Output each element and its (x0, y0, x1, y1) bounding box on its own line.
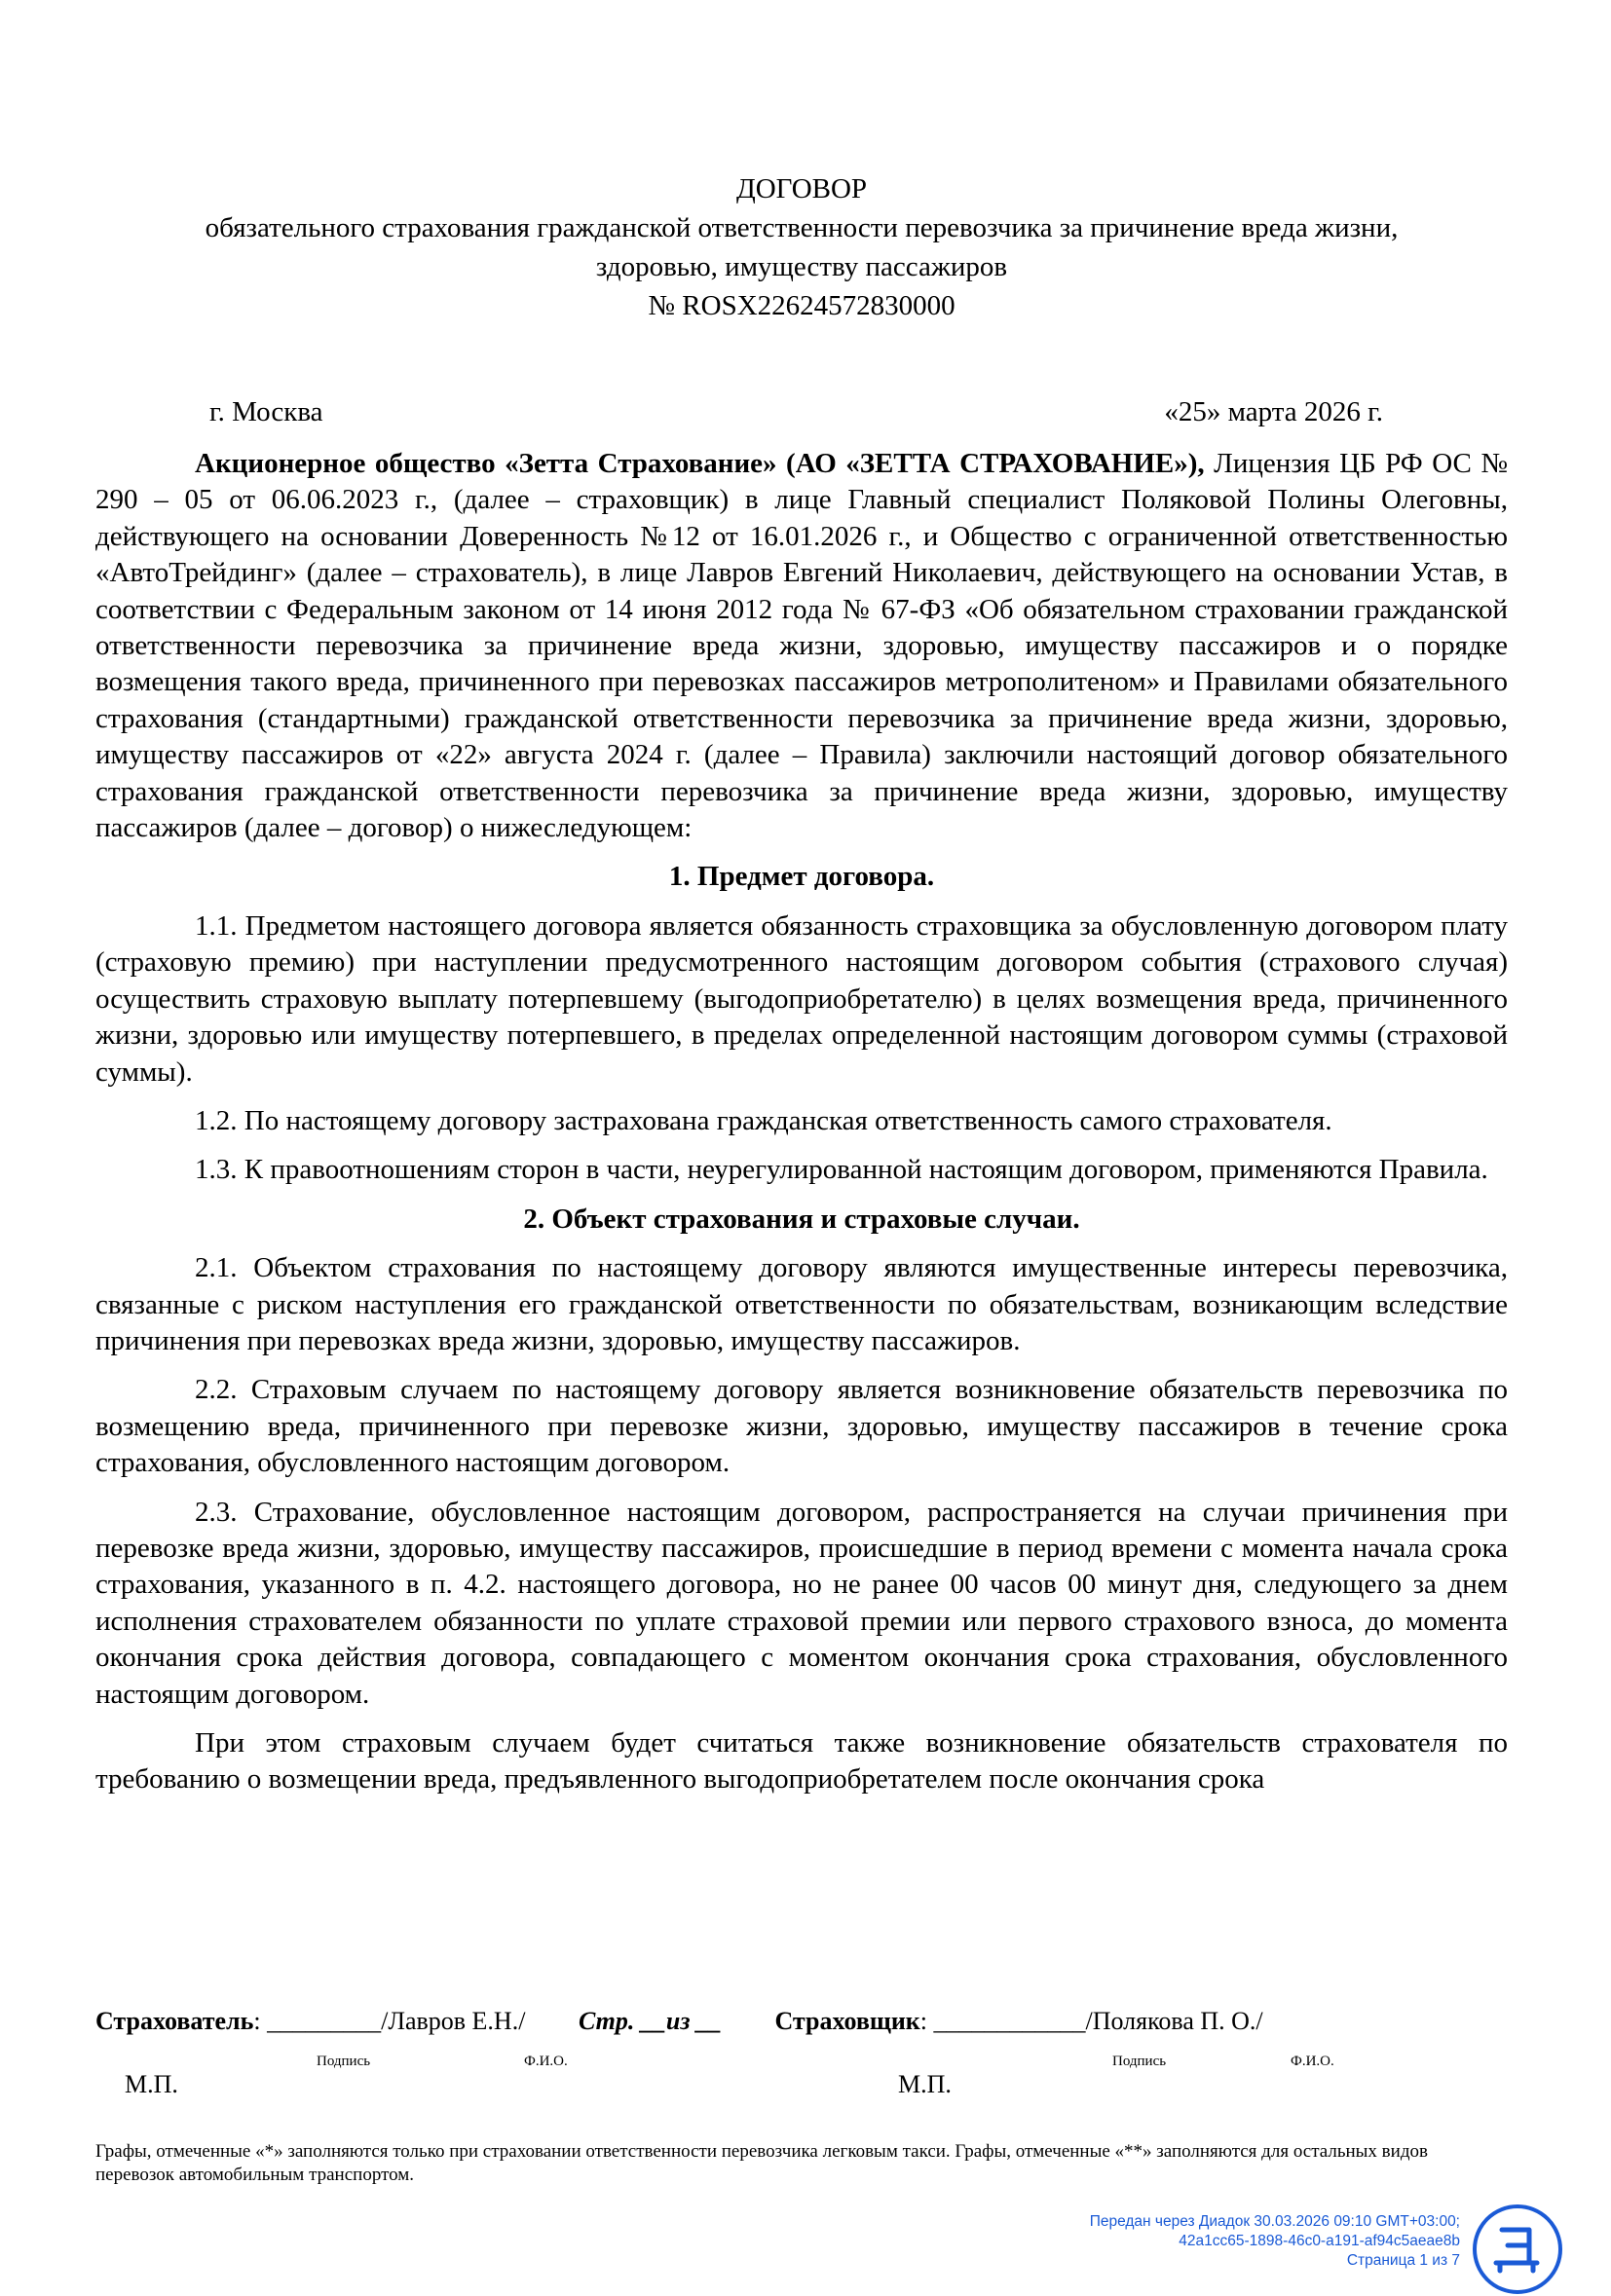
clause-2-1: 2.1. Объектом страхования по настоящему договору являются имущественные интересы перевозчика, связанные с риском наступления его гражданской ответственности по обязательствам, возникающим вследствие причинения при перевозках вреда жизни, здоровью, имуществу пассажиров. (95, 1252, 1508, 1356)
section-2-heading: 2. Объект страхования и страховые случаи. (523, 1203, 1080, 1235)
city: г. Москва (209, 396, 323, 427)
insurer-name-caption: Ф.И.О. (1291, 2054, 1334, 2069)
edo-stamp-line1: Передан через Диадок 30.03.2026 09:10 GMT+03:00; (1089, 2213, 1460, 2230)
document-title: ДОГОВОР (735, 173, 868, 204)
insured-sign-caption: Подпись (317, 2054, 371, 2069)
clause-2-3-continuation: При этом страховым случаем будет считаться также возникновение обязательств страхователя по требованию о возмещении вреда, предъявленного выгодоприобретателем после окончания срока (95, 1727, 1508, 1796)
contract-date: «25» марта 2026 г. (1164, 396, 1383, 427)
insurer-stamp-place: М.П. (898, 2070, 952, 2098)
diadoc-logo-icon (1471, 2203, 1564, 2296)
clause-1-3: 1.3. К правоотношениям сторон в части, неурегулированной настоящим договором, применяются Правила. (195, 1154, 1488, 1186)
insured-stamp-place: М.П. (125, 2070, 178, 2098)
edo-stamp (1090, 2212, 1460, 2271)
insurer-label: Страховщик (774, 2007, 920, 2035)
document-header (95, 169, 1508, 325)
insured-name-caption: Ф.И.О. (524, 2054, 568, 2069)
intro-text: Лицензия ЦБ РФ ОС № 290 – 05 от 06.06.2023 г., (далее – страховщик) в лице Главный специалист Поляковой Полины Олеговны, действующего на основании Доверенность №12 от 16.01.2026 г., и Общество с ограниченной ответственностью «АвтоТрейдинг» (далее – страхователь), в лице Лавров Евгений Николаевич, действующего на основании Устав, в соответствии с Федеральным законом от 14 июня 2012 года № 67-ФЗ «Об обязательном страховании гражданской ответственности перевозчика за причинение вреда жизни, здоровью, имуществу пассажиров и о порядке возмещения такого вреда, причиненного при перевозках пассажиров метрополитеном» и Правилами обязательного страхования (стандартными) гражданской ответственности перевозчика за причинение вреда жизни, здоровью, имуществу пассажиров от «22» августа 2024 г. (далее – Правила) заключили настоящий договор обязательного страхования гражданской ответственности перевозчика за причинение вреда жизни, здоровью, имуществу пассажиров (далее – договор) о нижеследующем: (95, 448, 1508, 844)
section-1-heading: 1. Предмет договора. (668, 861, 935, 893)
contract-body (95, 446, 1508, 1811)
clause-2-2: 2.2. Страховым случаем по настоящему договору является возникновение обязательств перевозчика по возмещению вреда, причиненного при перевозке жизни, здоровью, имуществу пассажиров в течение срока страхования, обусловленного настоящим договором. (95, 1374, 1508, 1479)
clause-1-1: 1.1. Предметом настоящего договора является обязанность страховщика за обусловленную договором плату (страховую премию) при наступлении предусмотренного настоящим договором события (страхового случая) осуществить страховую выплату потерпевшему (выгодоприобретателю) в целях возмещения вреда, причиненного жизни, здоровью или имуществу потерпевшего, в пределах определенной настоящим договором суммы (страховой суммы). (95, 909, 1508, 1088)
insurer-name: Акционерное общество «Зетта Страхование» (АО «ЗЕТТА СТРАХОВАНИЕ»), (195, 448, 1205, 479)
edo-stamp-line2: 42a1cc65-1898-46c0-a191-af94c5aeae8b (1179, 2233, 1460, 2249)
insured-signature: : _________/Лавров Е.Н./ (253, 2007, 526, 2035)
place-date-line (209, 392, 1383, 431)
clause-2-3: 2.3. Страхование, обусловленное настоящим договором, распространяется на случаи причинения при перевозке вреда жизни, здоровью, имуществу пассажиров, происшедшие в период времени с момента начала срока страхования, указанного в п. 4.2. настоящего договора, но не ранее 00 часов 00 минут дня, следующего за днем исполнения страхователем обязанности по уплате страховой премии или первого страхового взноса, до момента окончания срока действия договора, совпадающего с моментом окончания срока страхования, обусловленного настоящим договором. (95, 1496, 1508, 1710)
page-counter: Стр. __из __ (578, 2007, 722, 2035)
insurer-signature: : ____________/Полякова П. О./ (919, 2007, 1263, 2035)
footnote: Графы, отмеченные «*» заполняются только при страховании ответственности перевозчика легковым такси. Графы, отмеченные «**» заполняются для остальных видов перевозок автомобильным транспортом. (95, 2141, 1428, 2185)
contract-number: № ROSX22624572830000 (648, 290, 955, 321)
insured-label: Страхователь (95, 2007, 254, 2035)
edo-stamp-line3: Страница 1 из 7 (1346, 2252, 1460, 2269)
intro-paragraph (95, 446, 1508, 846)
document-subtitle-line2: здоровью, имуществу пассажиров (595, 251, 1008, 282)
signature-line (95, 2004, 1508, 2039)
clause-1-2: 1.2. По настоящему договору застрахована гражданская ответственность самого страхователя. (195, 1104, 1332, 1136)
document-subtitle-line1: обязательного страхования гражданской ответственности перевозчика за причинение вреда жизни, (205, 212, 1399, 243)
insurer-sign-caption: Подпись (1112, 2054, 1167, 2069)
